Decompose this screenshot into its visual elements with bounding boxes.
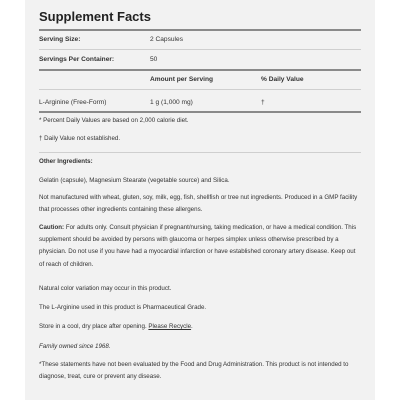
allergen-note: Not manufactured with wheat, gluten, soy, milk, egg, fish, shellfish or tree nut ingredients. Produced in a GMP facility that processes other ingredients containing these allergens.	[39, 194, 358, 214]
panel-title: Supplement Facts	[39, 9, 151, 24]
divider	[39, 49, 361, 50]
dv-header: % Daily Value	[261, 76, 304, 83]
natural-color-note: Natural color variation may occur in this product.	[39, 285, 172, 292]
fda-statement: *These statements have not been evaluated by the Food and Drug Administration. This product is not intended to diagnose, treat, cure or prevent any disease.	[39, 361, 349, 381]
caution-text: For adults only. Consult physician if pregnant/nursing, taking medication, or have a medical condition. This supplement should be avoided by persons with glaucoma or herpes simplex unless otherwise prescribed by a physician. Do not use if you have had a myocardial infarction or have established coronary artery disease. Keep out of reach of children.	[39, 224, 357, 268]
ingredient-name: L-Arginine (Free-Form)	[39, 99, 107, 106]
family-owned-note: Family owned since 1968.	[39, 343, 111, 350]
servings-per-container-value: 50	[150, 56, 158, 63]
servings-per-container-label: Servings Per Container:	[39, 56, 115, 63]
caution-statement	[39, 222, 361, 271]
footnote-divider	[39, 152, 361, 153]
ingredient-divider	[39, 111, 361, 113]
serving-size-value: 2 Capsules	[150, 36, 183, 43]
other-ingredients-heading: Other Ingredients:	[39, 158, 93, 165]
storage-note	[39, 321, 361, 333]
servings-divider	[39, 69, 361, 71]
ingredient-amount: 1 g (1,000 mg)	[150, 99, 193, 106]
ingredient-dv: †	[261, 99, 265, 106]
other-ingredients-list: Gelatin (capsule), Magnesium Stearate (vegetable source) and Silica.	[39, 177, 230, 184]
footnote-not-established: † Daily Value not established.	[39, 135, 121, 142]
grade-note: The L-Arginine used in this product is Pharmaceutical Grade.	[39, 304, 207, 311]
footnote-dv: * Percent Daily Values are based on 2,000 calorie diet.	[39, 117, 189, 124]
caution-label: Caution:	[39, 224, 65, 231]
storage-end: .	[191, 323, 193, 330]
recycle-link[interactable]: Please Recycle	[148, 323, 192, 330]
title-divider	[39, 29, 361, 31]
header-divider	[39, 89, 361, 90]
storage-text: Store in a cool, dry place after opening.	[39, 323, 149, 330]
serving-size-label: Serving Size:	[39, 36, 81, 43]
amount-header: Amount per Serving	[150, 76, 214, 83]
